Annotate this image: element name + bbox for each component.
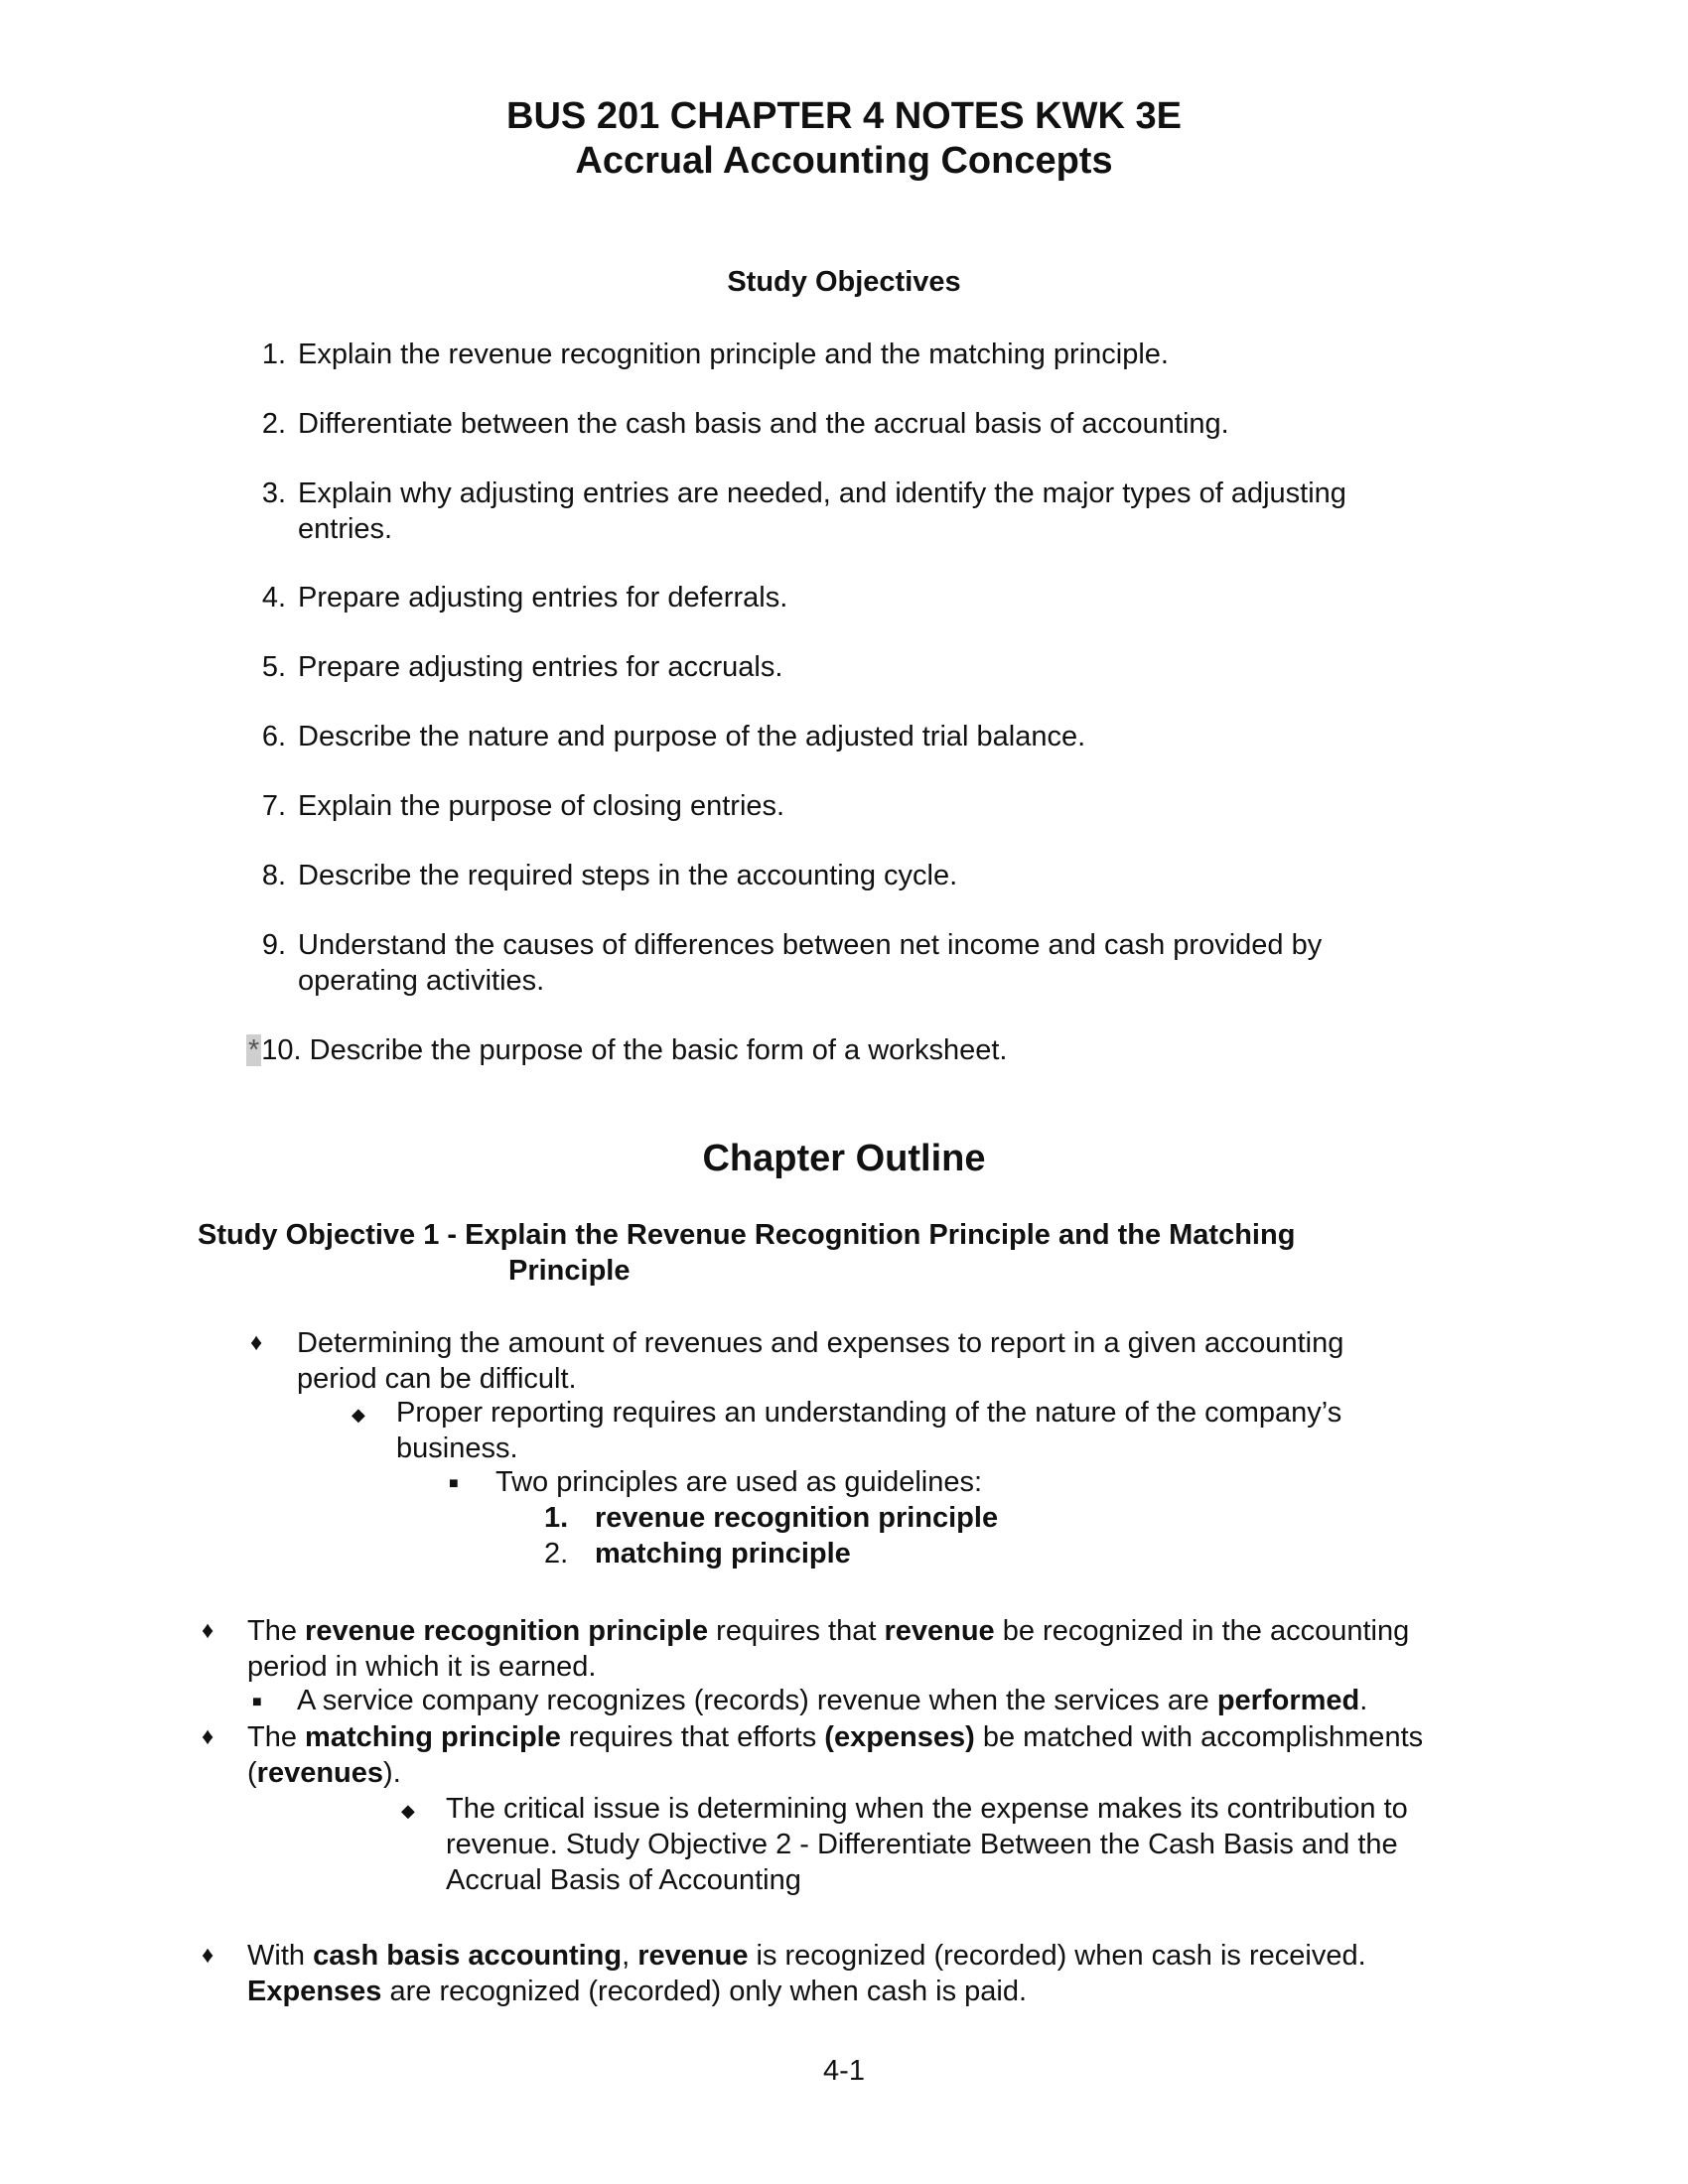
objective-text: Explain the revenue recognition principle and the matching principle. [298,339,1169,370]
principle-number: 2. [544,1538,569,1570]
square-bullet-icon: ■ [252,1694,262,1710]
diamond-bullet-icon: ♦ [250,1329,263,1356]
sub-bullet-text: Accrual Basis of Accounting [446,1864,801,1896]
sub-bullet-text: The critical issue is determining when the expense makes its contribution to [446,1793,1408,1825]
objective-10 [246,1032,1007,1068]
document-subtitle: Accrual Accounting Concepts [575,140,1113,182]
sub-bullet-text: business. [396,1433,518,1464]
square-bullet-icon: ■ [449,1475,459,1492]
sub-sub-bullet-text: Two principles are used as guidelines: [495,1466,983,1498]
principle-number: 1. [544,1502,569,1534]
bullet-text: Determining the amount of revenues and expenses to report in a given accounting [297,1327,1344,1359]
objective-text: Explain the purpose of closing entries. [298,790,785,822]
bullet-text: period can be difficult. [297,1363,577,1395]
chapter-outline-title: Chapter Outline [702,1138,986,1179]
objective-text: Prepare adjusting entries for deferrals. [298,582,788,614]
document-title: BUS 201 CHAPTER 4 NOTES KWK 3E [506,95,1182,137]
objective-number: 4. [261,582,286,614]
bullet-text: (revenues). [247,1757,401,1789]
small-diamond-bullet-icon: ◆ [401,1801,415,1821]
principle-name: matching principle [595,1538,851,1570]
diamond-bullet-icon: ♦ [202,1723,214,1750]
principle-name: revenue recognition principle [595,1502,999,1534]
objective-number: 7. [261,790,286,822]
objective-text: Prepare adjusting entries for accruals. [298,651,783,683]
objective-text: entries. [298,513,393,545]
objective-number: 5. [261,651,286,683]
objective-text: Describe the required steps in the accounting cycle. [298,860,958,891]
bullet-text: The revenue recognition principle requires that revenue be recognized in the accounting [247,1615,1410,1647]
objective-text: Explain why adjusting entries are needed, and identify the major types of adjusting [298,478,1346,509]
study-objectives-heading: Study Objectives [727,266,961,298]
objective-text: Differentiate between the cash basis and the accrual basis of accounting. [298,408,1229,440]
objective-number: 3. [261,478,286,509]
objective-number: 8. [261,860,286,891]
objective-text: 10. Describe the purpose of the basic form of a worksheet. [261,1034,1008,1066]
objective-text: Understand the causes of differences between net income and cash provided by [298,929,1323,961]
diamond-bullet-icon: ♦ [202,1617,214,1644]
page-number: 4-1 [823,2055,865,2087]
study-objective-1-heading: Study Objective 1 - Explain the Revenue Recognition Principle and the Matching [198,1219,1296,1251]
sub-bullet-text: Proper reporting requires an understanding of the nature of the company’s [396,1397,1342,1429]
objective-number: 9. [261,929,286,961]
objective-number: 1. [261,339,286,370]
sub-bullet-text: A service company recognizes (records) revenue when the services are performed. [297,1685,1368,1716]
objective-text: Describe the nature and purpose of the adjusted trial balance. [298,721,1086,752]
objective-number: 2. [261,408,286,440]
objective-text: operating activities. [298,965,545,997]
objective-number: 6. [261,721,286,752]
bullet-text: Expenses are recognized (recorded) only when cash is paid. [247,1976,1028,2007]
bullet-text: period in which it is earned. [247,1651,597,1683]
bullet-text: With cash basis accounting, revenue is recognized (recorded) when cash is received. [247,1940,1366,1972]
small-diamond-bullet-icon: ◆ [352,1405,365,1425]
study-objective-1-heading-cont: Principle [508,1255,631,1287]
bullet-text: The matching principle requires that efforts (expenses) be matched with accomplishments [247,1721,1424,1753]
diamond-bullet-icon: ♦ [202,1942,214,1969]
sub-bullet-text: revenue. Study Objective 2 - Differentiate Between the Cash Basis and the [446,1829,1398,1860]
asterisk-marker: * [248,1034,260,1066]
